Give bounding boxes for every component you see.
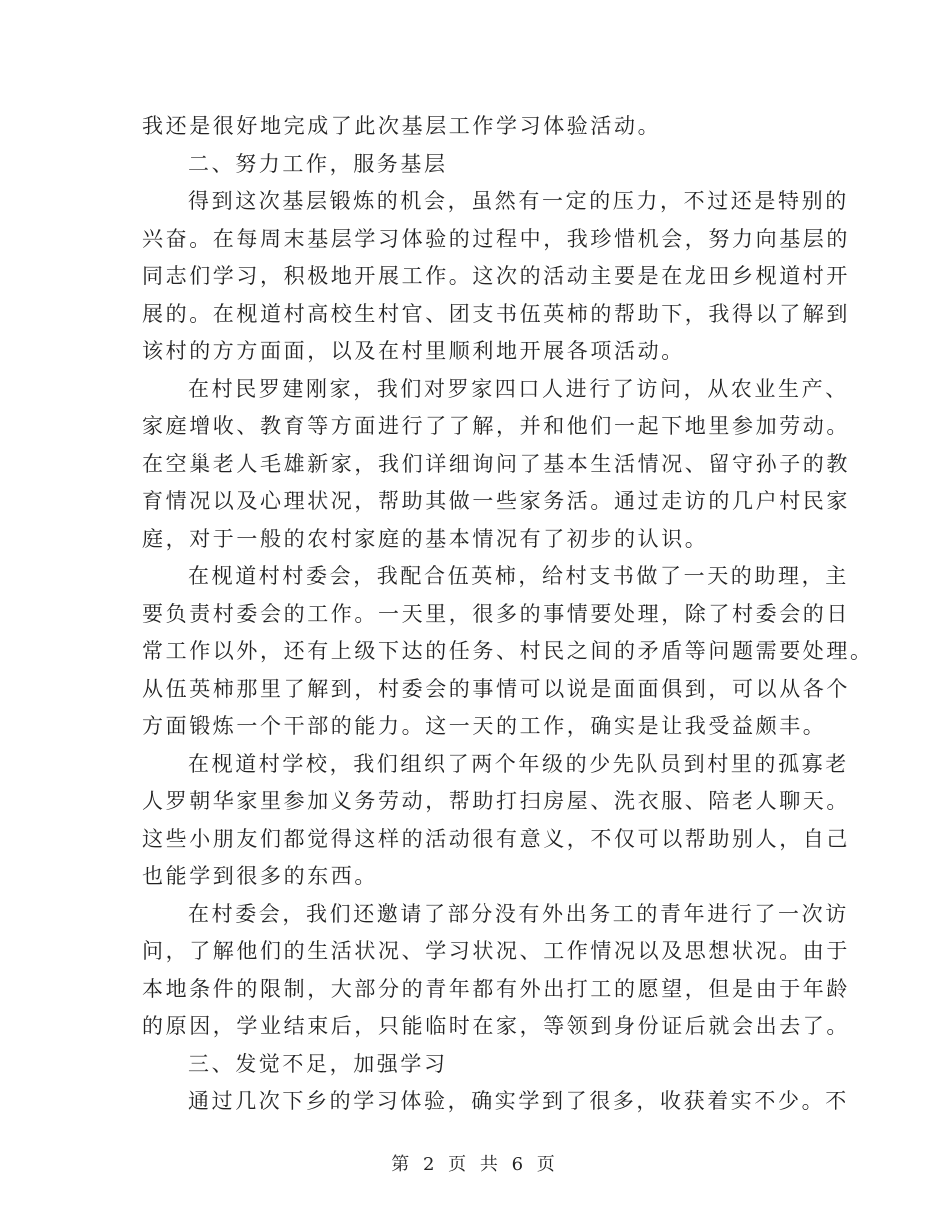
text-line: 要负责村委会的工作。一天里，很多的事情要处理，除了村委会的日: [142, 601, 850, 626]
text-line: 育情况以及心理状况，帮助其做一些家务活。通过走访的几户村民家: [142, 489, 850, 513]
text-line: 方面锻炼一个干部的能力。这一天的工作，确实是让我受益颇丰。: [142, 714, 827, 738]
page-number-footer: 第 2 页 共 6 页: [391, 1154, 559, 1175]
document-body: [142, 108, 874, 1121]
text-line: 家庭增收、教育等方面进行了了解，并和他们一起下地里参加劳动。: [142, 414, 850, 438]
text-line: 展的。在枧道村高校生村官、团支书伍英柿的帮助下，我得以了解到: [142, 301, 850, 326]
text-line: 得到这次基层锻炼的机会，虽然有一定的压力，不过还是特别的: [188, 189, 849, 213]
text-line: 问，了解他们的生活状况、学习状况、工作情况以及思想状况。由于: [142, 939, 850, 963]
text-line: 兴奋。在每周末基层学习体验的过程中，我珍惜机会，努力向基层的: [142, 226, 850, 251]
text-line: 该村的方方面面，以及在村里顺利地开展各项活动。: [142, 339, 685, 363]
text-line: 本地条件的限制，大部分的青年都有外出打工的愿望，但是由于年龄: [142, 976, 850, 1001]
text-line: 在枧道村村委会，我配合伍英柿，给村支书做了一天的助理，主: [188, 564, 849, 588]
text-line: 在空巢老人毛雄新家，我们详细询问了基本生活情况、留守孙子的教: [142, 451, 850, 476]
section-heading: 二、努力工作，服务基层: [188, 151, 448, 176]
text-line: 从伍英柿那里了解到，村委会的事情可以说是面面俱到，可以从各个: [142, 676, 850, 701]
text-line: 这些小朋友们都觉得这样的活动很有意义，不仅可以帮助别人，自己: [142, 826, 850, 851]
text-line: 在村民罗建刚家，我们对罗家四口人进行了访问，从农业生产、: [188, 376, 849, 401]
text-line: 常工作以外，还有上级下达的任务、村民之间的矛盾等问题需要处理。: [142, 639, 874, 663]
text-line: 同志们学习，积极地开展工作。这次的活动主要是在龙田乡枧道村开: [142, 264, 850, 288]
text-line: 庭，对于一般的农村家庭的基本情况有了初步的认识。: [142, 526, 709, 551]
text-line: 在村委会，我们还邀请了部分没有外出务工的青年进行了一次访: [188, 901, 849, 926]
text-line: 我还是很好地完成了此次基层工作学习体验活动。: [142, 114, 662, 138]
text-line: 通过几次下乡的学习体验，确实学到了很多，收获着实不少。不: [188, 1089, 849, 1113]
text-line: 人罗朝华家里参加义务劳动，帮助打扫房屋、洗衣服、陪老人聊天。: [142, 789, 850, 813]
text-line: 也能学到很多的东西。: [142, 864, 378, 888]
text-line: 在枧道村学校，我们组织了两个年级的少先队员到村里的孤寡老: [188, 751, 849, 776]
section-heading: 三、发觉不足，加强学习: [188, 1051, 448, 1076]
text-line: 的原因，学业结束后，只能临时在家，等领到身份证后就会出去了。: [142, 1014, 850, 1038]
